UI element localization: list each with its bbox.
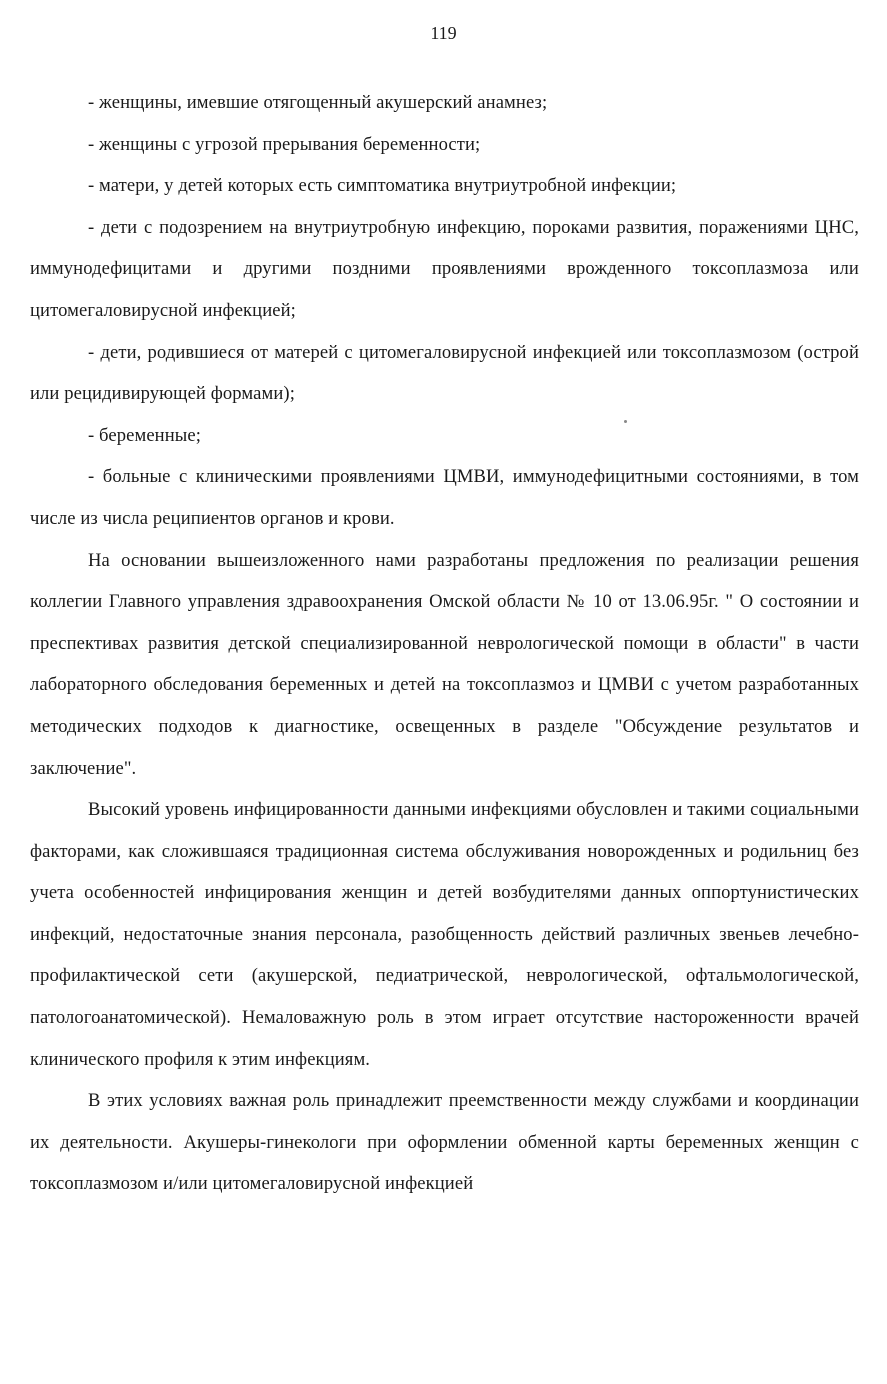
list-item: - больные с клиническими проявлениями ЦМВИ, иммунодефицитными состояниями, в том числе из числа реципиентов органов и крови. bbox=[30, 466, 859, 529]
paragraph: Высокий уровень инфицированности данными инфекциями обусловлен и такими социальными факторами, как сложившаяся традиционная система обслуживания новорожденных и родильниц без учета особенностей инфицирования женщин и детей возбудителями данных оппортунистических инфекций, недостаточные знания персонала, разобщенность действий различных звеньев лечебно-профилактической сети (акушерской, педиатрической, неврологической, офтальмологической, патологоанатомической). Немаловажную роль в этом играет отсутствие настороженности врачей клинического профиля к этим инфекциям. bbox=[30, 799, 859, 1070]
paragraph: В этих условиях важная роль принадлежит преемственности между службами и координации их деятельности. Акушеры-гинекологи при оформлении обменной карты беременных женщин с токсоплазмозом и/или цитомегаловирусной инфекцией bbox=[30, 1090, 859, 1195]
body-text bbox=[30, 82, 859, 1205]
scan-speck bbox=[624, 420, 627, 423]
paragraph: На основании вышеизложенного нами разработаны предложения по реализации решения коллегии Главного управления здравоохранения Омской области № 10 от 13.06.95г. " О состоянии и преспективах развития детской специализированной неврологической помощи в области" в части лабораторного обследования беременных и детей на токсоплазмоз и ЦМВИ с учетом разработанных методических подходов к диагностике, освещенных в разделе "Обсуждение результатов и заключение". bbox=[30, 549, 859, 779]
list-item: - женщины, имевшие отягощенный акушерский анамнез; bbox=[88, 92, 548, 113]
list-item: - беременные; bbox=[88, 424, 201, 446]
list-item: - дети, родившиеся от матерей с цитомегаловирусной инфекцией или токсоплазмозом (острой или рецидивирующей формами); bbox=[30, 341, 859, 405]
page-number: 119 bbox=[430, 23, 457, 43]
list-item: - матери, у детей которых есть симптоматика внутриутробной инфекции; bbox=[88, 175, 677, 197]
list-item: - дети с подозрением на внутриутробную инфекцию, пороками развития, поражениями ЦНС, иммунодефицитами и другими поздними проявлениями врожденного токсоплазмоза или цитомегаловирусной инфекцией; bbox=[30, 216, 859, 321]
list-item: - женщины с угрозой прерывания беременности; bbox=[88, 133, 481, 155]
